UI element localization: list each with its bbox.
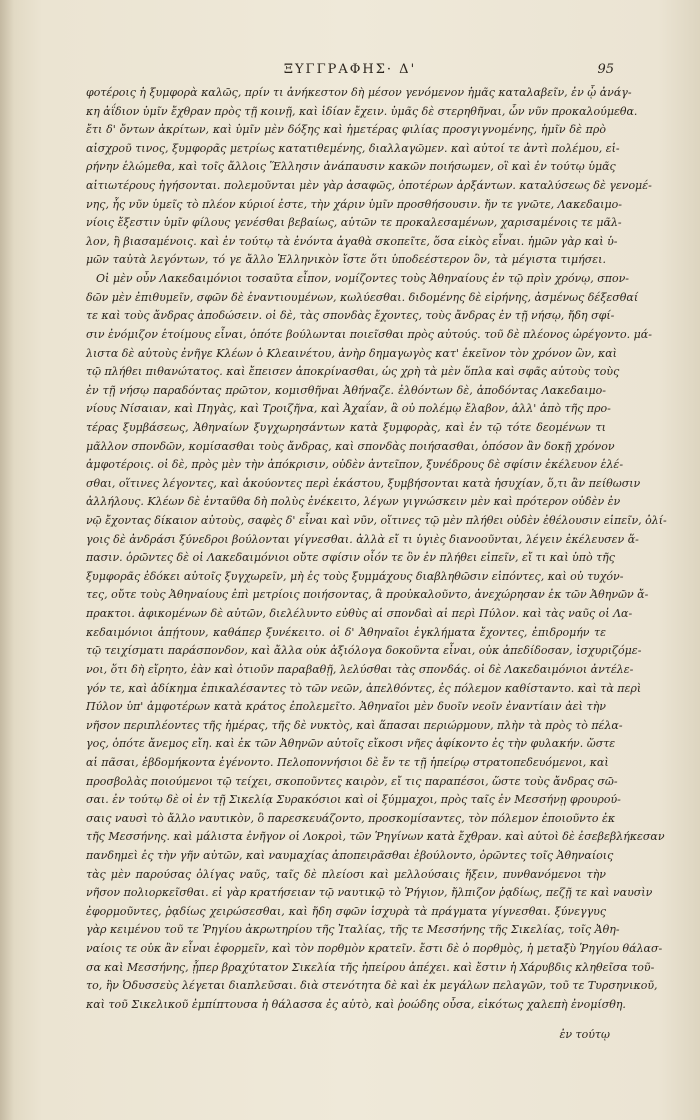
text-line: σθαι, οἵτινες λέγοντες, καὶ ἀκούοντες περὶ ἑκάστου, ξυμβήσονται κατὰ ἡσυχίαν, ὅ,τι ἂν πείθωσιν	[86, 476, 641, 490]
text-line: νῆσον περιπλέοντες τῆς ἡμέρας, τῆς δὲ νυκτὸς, καὶ ἅπασαι περιώρμουν, πλὴν τὰ πρὸς τὸ πέλα-	[86, 718, 623, 732]
text-line: μᾶλλον σπονδῶν, κομίσασθαι τοὺς ἄνδρας, καὶ σπονδὰς ποιήσασθαι, ὁπόσον ἂν δοκῇ χρόνον	[86, 439, 615, 453]
catchword: ἐν τούτῳ	[559, 1028, 610, 1041]
text-line: τες, οὔτε τοὺς Ἀθηναίους ἐπὶ μετρίοις ποιήσοντας, ἃ προὐκαλοῦντο, ἀνεχώρησαν ἐκ τῶν Ἀθηνῶν ἄ-	[86, 588, 649, 602]
text-line: σαι. ἐν τούτῳ δὲ οἱ ἐν τῇ Σικελίᾳ Συρακόσιοι καὶ οἱ ξύμμαχοι, πρὸς ταῖς ἐν Μεσσήνῃ φρουρού-	[86, 793, 621, 807]
text-line: ἐφορμοῦντες, ῥᾳδίως χειρώσεσθαι, καὶ ἤδη σφῶν ἰσχυρὰ τὰ πράγματα γίγνεσθαι. ξύνεγγυς	[86, 904, 606, 918]
text-line: γόν τε, καὶ ἀδίκημα ἐπικαλέσαντες τὸ τῶν νεῶν, ἀπελθόντες, ἐς πόλεμον καθίσταντο. καὶ τὰ περὶ	[86, 681, 642, 695]
text-line: γοις δὲ ἀνδράσι ξύνεδροι βούλονται γίγνεσθαι. ἀλλὰ εἴ τι ὑγιὲς διανοοῦνται, λέγειν ἐκέλευσεν ἅ-	[86, 532, 639, 546]
text-line: πασιν. ὁρῶντες δὲ οἱ Λακεδαιμόνιοι οὔτε σφίσιν οἷόν τε ὂν ἐν πλήθει εἰπεῖν, εἴ τι καὶ ὑπὸ τῆς	[86, 551, 615, 565]
text-line: μῶν ταὐτὰ λεγόντων, τό γε ἄλλο Ἑλληνικὸν ἴστε ὅτι ὑποδεέστερον ὂν, τὰ μέγιστα τιμήσει.	[86, 253, 606, 267]
text-line: σαις ναυσὶ τὸ ἄλλο ναυτικὸν, ὃ παρεσκευάζοντο, προσκομίσαντες, τὸν πόλεμον ἐποιοῦντο ἐκ	[86, 811, 616, 825]
text-line: νης, ἧς νῦν ὑμεῖς τὸ πλέον κύριοί ἐστε, τὴν χάριν ὑμῖν προσθήσουσιν. ἤν τε γνῶτε, Λακεδαιμο-	[86, 197, 622, 211]
text-line: τε καὶ τοὺς ἄνδρας ἀποδώσειν. οἱ δὲ, τὰς σπονδὰς ἔχοντες, τοὺς ἄνδρας ἐν τῇ νήσῳ, ἤδη σφί-	[86, 309, 615, 323]
text-line: κεδαιμόνιοι ἀπῄτουν, καθάπερ ξυνέκειτο. οἱ δ' Ἀθηναῖοι ἐγκλήματα ἔχοντες, ἐπιδρομήν τε	[86, 625, 606, 639]
text-line: ἀλλήλους. Κλέων δὲ ἐνταῦθα δὴ πολὺς ἐνέκειτο, λέγων γιγνώσκειν μὲν καὶ πρότερον οὐδὲν ἐν	[86, 495, 621, 509]
text-line: σα καὶ Μεσσήνης, ᾗπερ βραχύτατον Σικελία τῆς ἠπείρου ἀπέχει. καὶ ἔστιν ἡ Χάρυβδις κληθεῖσα τοῦ-	[86, 960, 655, 974]
text-line: νῷ ἔχοντας δίκαιον αὐτοὺς, σαφὲς δ' εἶναι καὶ νῦν, οἵτινες τῷ μὲν πλήθει οὐδὲν ἐθέλουσιν εἰπεῖν, ὀλί-	[86, 514, 667, 528]
text-line: τῆς Μεσσήνης. καὶ μάλιστα ἐνῆγον οἱ Λοκροὶ, τῶν Ῥηγίνων κατὰ ἔχθραν. καὶ αὐτοὶ δὲ ἐσεβεβλήκεσαν	[86, 830, 665, 844]
text-line: νοι, ὅτι δὴ εἴρητο, ἐὰν καὶ ὁτιοῦν παραβαθῇ, λελύσθαι τὰς σπονδάς. οἱ δὲ Λακεδαιμόνιοι ἀντέλε-	[86, 662, 634, 676]
text-line: Πύλον ὑπ' ἀμφοτέρων κατὰ κράτος ἐπολεμεῖτο. Ἀθηναῖοι μὲν δυοῖν νεοῖν ἐναντίαιν ἀεὶ τὴν	[86, 700, 606, 714]
text-block	[86, 84, 667, 1014]
text-line: ἀμφοτέροις. οἱ δὲ, πρὸς μὲν τὴν ἀπόκρισιν, οὐδὲν ἀντεῖπον, ξυνέδρους δὲ σφίσιν ἐκέλευον ἑλέ-	[86, 458, 624, 472]
text-line: αἰσχροῦ τινος, ξυμφορᾶς μετρίως κατατιθεμένης, διαλλαγῶμεν. καὶ αὐτοί τε ἀντὶ πολέμου, εἰ-	[86, 141, 620, 155]
text-line: το, ἣν Ὀδυσσεὺς λέγεται διαπλεῦσαι. διὰ στενότητα δὲ καὶ ἐκ μεγάλων πελαγῶν, τοῦ τε Τυρσηνικοῦ,	[86, 979, 658, 993]
text-line: αἱ πᾶσαι, ἑβδομήκοντα ἐγένοντο. Πελοποννήσιοι δὲ ἔν τε τῇ ἠπείρῳ στρατοπεδευόμενοι, καὶ	[86, 755, 609, 769]
page-number: 95	[597, 62, 614, 77]
text-line: προσβολὰς ποιούμενοι τῷ τείχει, σκοποῦντες καιρὸν, εἴ τις παραπέσοι, ὥστε τοὺς ἄνδρας σῶ-	[86, 774, 618, 788]
text-line: νίοις ἔξεστιν ὑμῖν φίλους γενέσθαι βεβαίως, αὐτῶν τε προκαλεσαμένων, χαρισαμένοις τε μᾶλ-	[86, 216, 622, 230]
running-title: ΞΥΓΓΡΑΦΗΣ· Δ'	[283, 62, 417, 77]
text-line: Οἱ μὲν οὖν Λακεδαιμόνιοι τοσαῦτα εἶπον, νομίζοντες τοὺς Ἀθηναίους ἐν τῷ πρὶν χρόνῳ, σπον-	[96, 272, 629, 286]
text-line: τῷ πλήθει πιθανώτατος. καὶ ἔπεισεν ἀποκρίνασθαι, ὡς χρὴ τὰ μὲν ὅπλα καὶ σφᾶς αὐτοὺς τοὺς	[86, 365, 620, 379]
text-line: κη ἀΐδιον ὑμῖν ἔχθραν πρὸς τῇ κοινῇ, καὶ ἰδίαν ἔχειν. ὑμᾶς δὲ στερηθῆναι, ὧν νῦν προκαλούμεθα.	[86, 104, 638, 118]
text-line: φοτέροις ἡ ξυμφορὰ καλῶς, πρίν τι ἀνήκεστον δὴ μέσον γενόμενον ἡμᾶς καταλαβεῖν, ἐν ᾧ ἀνάγ-	[86, 86, 632, 99]
text-line: νῆσον πολιορκεῖσθαι. εἰ γὰρ κρατήσειαν τῷ ναυτικῷ τὸ Ῥήγιον, ἤλπιζον ῥᾳδίως, πεζῇ τε καὶ ναυσὶν	[86, 886, 653, 900]
text-line: ἔτι δ' ὄντων ἀκρίτων, καὶ ὑμῖν μὲν δόξης καὶ ἡμετέρας φιλίας προσγιγνομένης, ἡμῖν δὲ πρὸ	[86, 123, 606, 137]
text-line: τέρας ξυμβάσεως, Ἀθηναίων ξυγχωρησάντων κατὰ ξυμφορὰς, καὶ ἐν τῷ τότε δεομένων τι	[86, 420, 606, 434]
gutter-shadow	[0, 0, 14, 1120]
text-line: νίους Νίσαιαν, καὶ Πηγὰς, καὶ Τροιζῆνα, καὶ Ἀχαΐαν, ἃ οὐ πολέμῳ ἔλαβον, ἀλλ' ἀπὸ τῆς προ-	[86, 402, 611, 416]
text-line: καὶ τοῦ Σικελικοῦ ἐμπίπτουσα ἡ θάλασσα ἐς αὐτὸ, καὶ ῥοώδης οὖσα, εἰκότως χαλεπὴ ἐνομίσθη.	[86, 997, 626, 1011]
text-line: τὰς μὲν παρούσας ὀλίγας ναῦς, ταῖς δὲ πλείοσι καὶ μελλούσαις ἥξειν, πυνθανόμενοι τὴν	[86, 867, 606, 881]
page-header	[0, 62, 700, 82]
text-line: πρακτοι. ἀφικομένων δὲ αὐτῶν, διελέλυντο εὐθὺς αἱ σπονδαὶ αἱ περὶ Πύλον. καὶ τὰς ναῦς οἱ Λα-	[86, 607, 633, 621]
text-line: σιν ἐνόμιζον ἑτοίμους εἶναι, ὁπότε βούλωνται ποιεῖσθαι πρὸς αὐτούς. τοῦ δὲ πλέονος ὠρέγοντο. μά-	[86, 327, 652, 341]
text-line: ἐν τῇ νήσῳ παραδόντας πρῶτον, κομισθῆναι Ἀθήναζε. ἐλθόντων δὲ, ἀποδόντας Λακεδαιμο-	[86, 383, 606, 397]
text-line: λιστα δὲ αὐτοὺς ἐνῆγε Κλέων ὁ Κλεαινέτου, ἀνὴρ δημαγωγὸς κατ' ἐκεῖνον τὸν χρόνον ὢν, καὶ	[86, 346, 617, 360]
text-line: δῶν μὲν ἐπιθυμεῖν, σφῶν δὲ ἐναντιουμένων, κωλύεσθαι. διδομένης δὲ εἰρήνης, ἀσμένως δέξεσθαί	[86, 290, 639, 304]
text-line: ναίοις τε οὐκ ἂν εἶναι ἐφορμεῖν, καὶ τὸν πορθμὸν κρατεῖν. ἔστι δὲ ὁ πορθμὸς, ἡ μεταξὺ Ῥηγίου θάλασ-	[86, 942, 663, 956]
text-line: τῷ τειχίσματι παράσπονδον, καὶ ἄλλα οὐκ ἀξιόλογα δοκοῦντα εἶναι, οὐκ ἀπεδίδοσαν, ἰσχυριζόμε-	[86, 644, 642, 658]
text-line: ρήνην ἑλώμεθα, καὶ τοῖς ἄλλοις Ἕλλησιν ἀνάπαυσιν κακῶν ποιήσωμεν, οἳ καὶ ἐν τούτῳ ὑμᾶς	[86, 160, 616, 174]
text-line: ξυμφορᾶς ἐδόκει αὐτοῖς ξυγχωρεῖν, μὴ ἐς τοὺς ξυμμάχους διαβληθῶσιν εἰπόντες, καὶ οὐ τυχόν-	[86, 569, 624, 583]
text-line: λον, ἢ βιασαμένοις. καὶ ἐν τούτῳ τὰ ἐνόντα ἀγαθὰ σκοπεῖτε, ὅσα εἰκὸς εἶναι. ἡμῶν γὰρ καὶ ὑ-	[86, 234, 618, 248]
text-line: πανδημεὶ ἐς τὴν γῆν αὐτῶν, καὶ ναυμαχίας ἀποπειρᾶσθαι ἐβούλοντο, ὁρῶντες τοῖς Ἀθηναίοις	[86, 848, 614, 862]
text-line: γος, ὁπότε ἄνεμος εἴη. καὶ ἐκ τῶν Ἀθηνῶν αὐτοῖς εἴκοσι νῆες ἀφίκοντο ἐς τὴν φυλακήν. ὥστε	[86, 737, 616, 751]
text-line: γὰρ κειμένου τοῦ τε Ῥηγίου ἀκρωτηρίου τῆς Ἰταλίας, τῆς τε Μεσσήνης τῆς Σικελίας, τοῖς Ἀθη-	[86, 923, 620, 937]
text-line: αἰτιωτέρους ἡγήσονται. πολεμοῦνται μὲν γὰρ ἀσαφῶς, ὁποτέρων ἀρξάντων. καταλύσεως δὲ γενομέ-	[86, 179, 652, 193]
